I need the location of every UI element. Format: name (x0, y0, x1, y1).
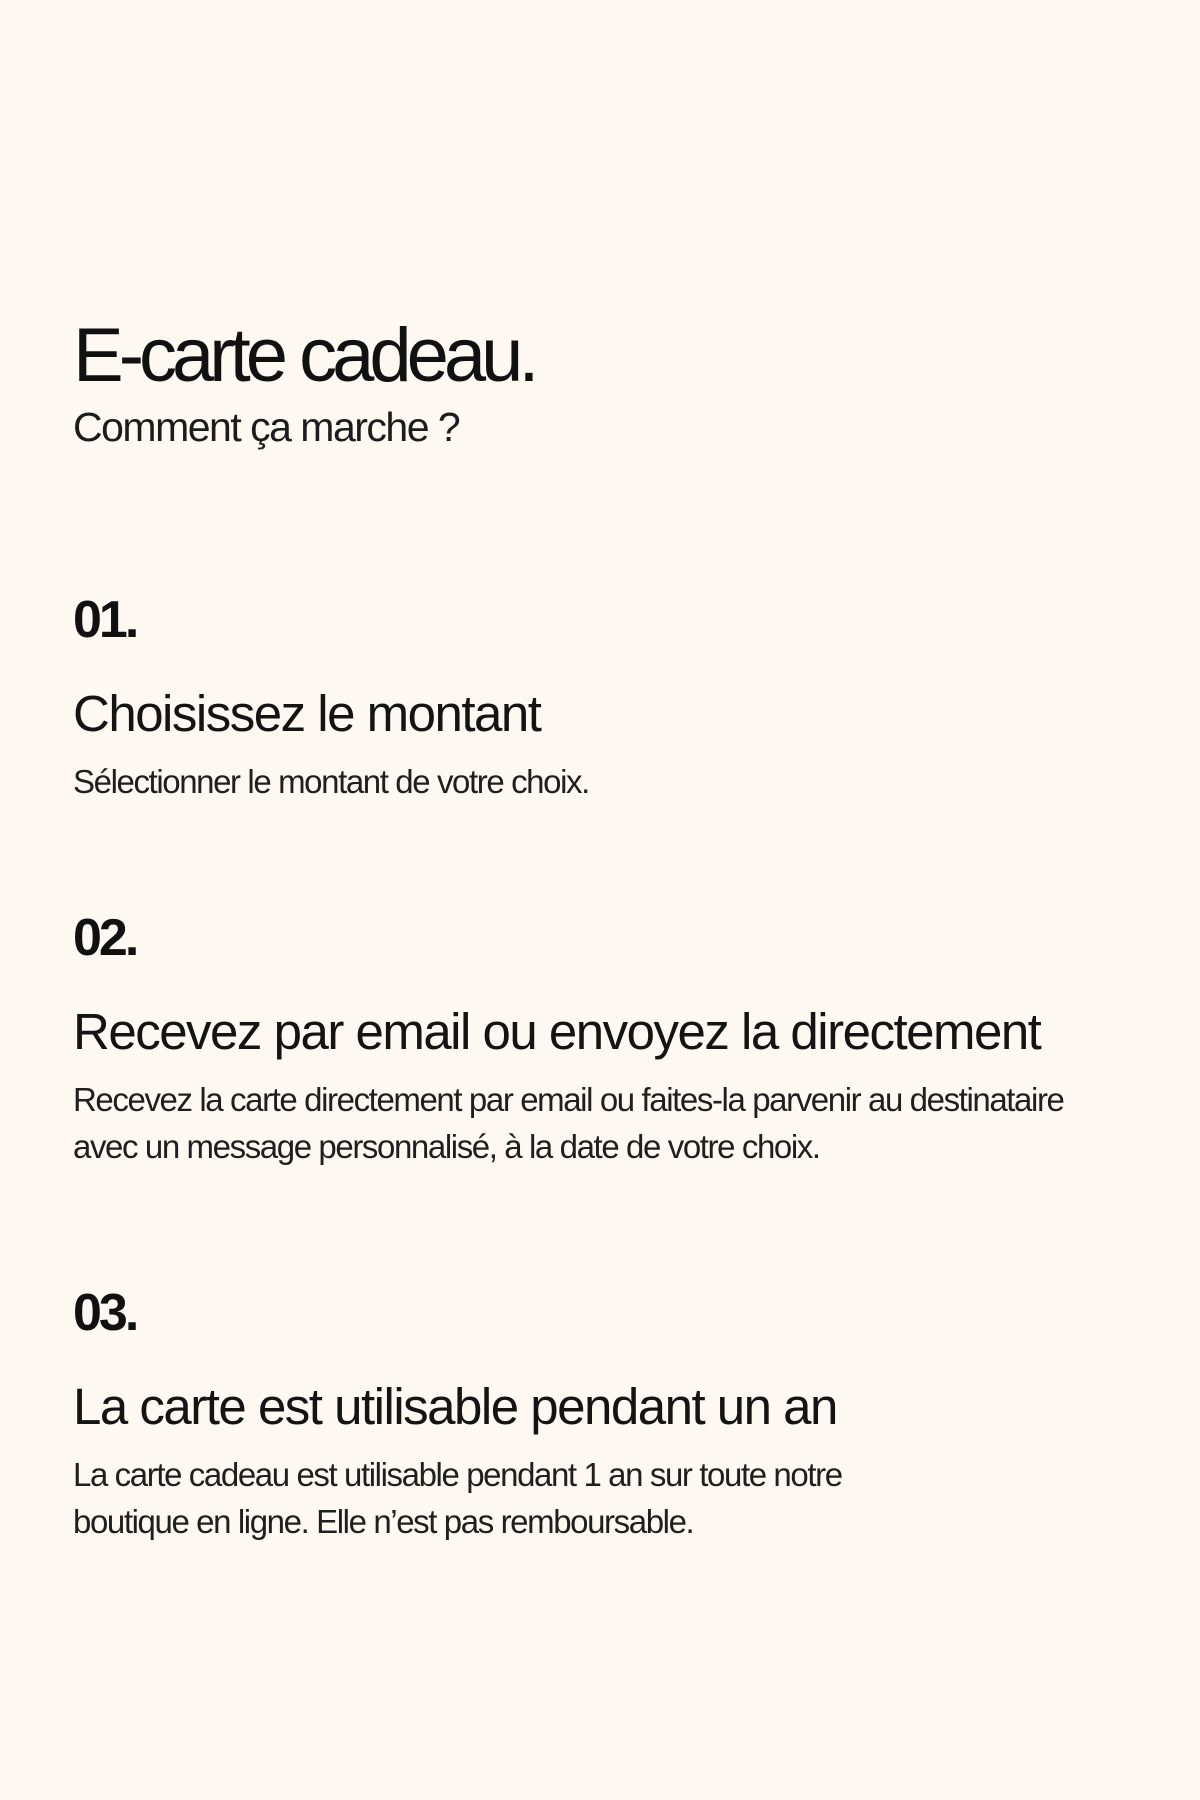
step-title-2: Recevez par email ou envoyez la directement (73, 1003, 1041, 1060)
step-number-3: 03. (73, 1284, 137, 1342)
gift-card-info-page (73, 313, 1133, 1540)
page-title: E-carte cadeau. (73, 313, 535, 398)
page-subtitle: Comment ça marche ? (73, 404, 460, 450)
step-title-3: La carte est utilisable pendant un an (73, 1378, 837, 1435)
step-number-2: 02. (73, 909, 137, 967)
step-3 (73, 1283, 1133, 1545)
step-description-2: Recevez la carte directement par email ou faites-la parvenir au destinataire avec un message personnalisé, à la date de votre choix. (73, 1081, 1064, 1165)
step-title-1: Choisissez le montant (73, 685, 541, 742)
step-2 (73, 908, 1133, 1170)
step-description-1: Sélectionner le montant de votre choix. (73, 763, 589, 800)
step-description-3: La carte cadeau est utilisable pendant 1 an sur toute notre boutique en ligne. Elle n’est pas remboursable. (73, 1456, 842, 1540)
step-1 (73, 590, 1133, 805)
step-number-1: 01. (73, 591, 137, 649)
